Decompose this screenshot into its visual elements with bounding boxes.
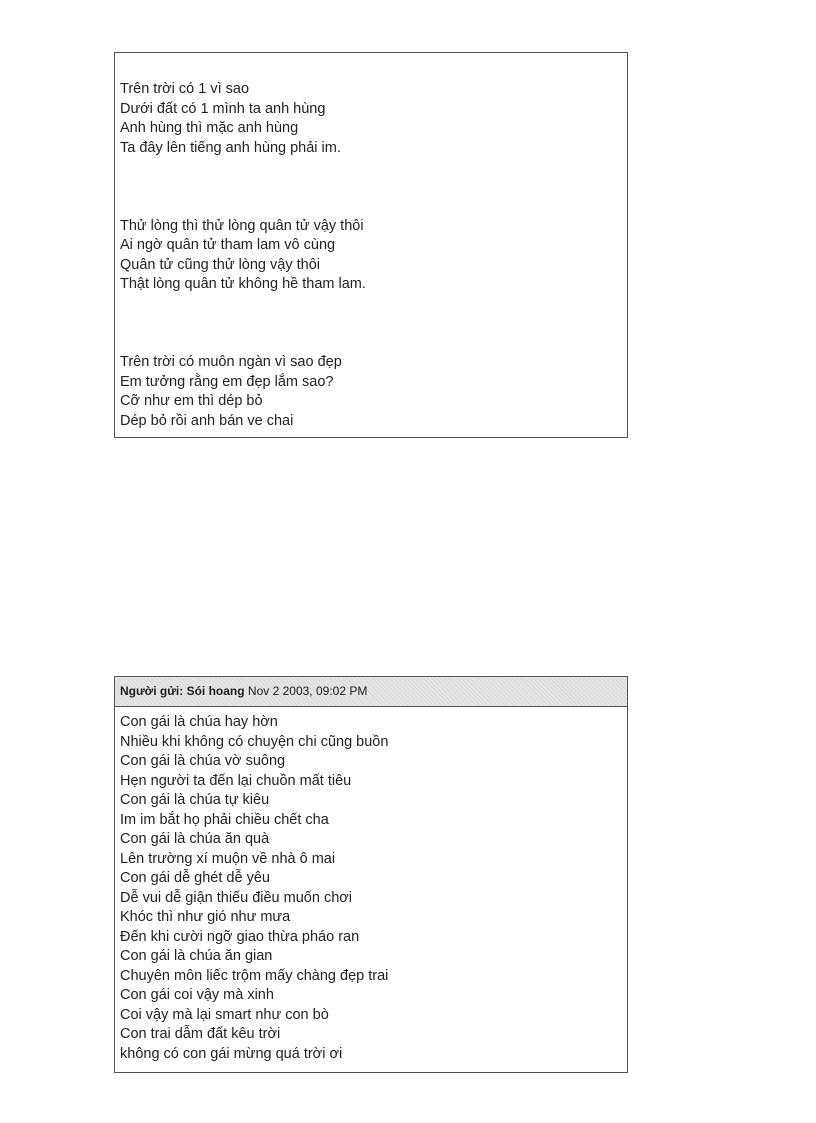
poem-line: Thật lòng quân tử không hề tham lam.: [120, 276, 366, 292]
post-line: Im im bắt họ phải chiều chết cha: [120, 811, 329, 828]
stanza-2: [120, 217, 627, 295]
poem-line: Quân tử cũng thử lòng vậy thôi: [120, 256, 320, 273]
poem-line: Trên trời có muôn ngàn vì sao đẹp: [120, 354, 342, 370]
forum-post: [114, 676, 628, 1073]
post-line: Con gái là chúa tự kiêu: [120, 792, 270, 808]
poem-line: Dưới đất có 1 mình ta anh hùng: [120, 100, 326, 117]
post-line: Con trai dẫm đất kêu trời: [120, 1026, 281, 1042]
poem-line: Ta đây lên tiếng anh hùng phải im.: [120, 139, 341, 156]
post-line: không có con gái mừng quá trời ơi: [120, 1045, 343, 1062]
post-line: Lên trường xí muộn về nhà ô mai: [120, 850, 336, 867]
post-line: Coi vậy mà lại smart như con bò: [120, 1006, 329, 1023]
poem-line: Trên trời có 1 vì sao: [120, 81, 250, 97]
post-line: Con gái là chúa vờ suông: [120, 753, 286, 769]
post-line: Dễ vui dễ giận thiếu điều muốn chơi: [120, 889, 352, 906]
post-line: Con gái dễ ghét dễ yêu: [120, 870, 270, 886]
stanza-1: [120, 80, 627, 158]
post-line: Nhiều khi không có chuyện chi cũng buồn: [120, 733, 389, 750]
post-line: Con gái là chúa ăn gian: [120, 948, 273, 964]
post-line: Hẹn người ta đến lại chuồn mất tiêu: [120, 772, 352, 789]
poem-line: Anh hùng thì mặc anh hùng: [120, 120, 299, 136]
poem-line: Em tưởng rằng em đẹp lắm sao?: [120, 373, 334, 390]
sender-label: Người gửi:: [120, 684, 184, 698]
post-line: Con gái là chúa hay hờn: [120, 714, 278, 730]
post-line: Khóc thì như gió như mưa: [120, 909, 291, 925]
post-line: Con gái là chúa ăn quà: [120, 831, 270, 847]
post-header: [115, 677, 627, 707]
post-timestamp: Nov 2 2003, 09:02 PM: [247, 684, 368, 698]
stanza-3: [120, 353, 627, 431]
post-line: Chuyên môn liếc trộm mấy chàng đẹp trai: [120, 967, 389, 984]
post-body: [115, 707, 627, 1064]
poem-line: Thử lòng thì thử lòng quân tử vậy thôi: [120, 217, 364, 234]
poem-line: Ai ngờ quân tử tham lam vô cùng: [120, 237, 336, 253]
poem-line: Cỡ như em thì dép bỏ: [120, 393, 263, 409]
author-name[interactable]: Sói hoang: [186, 684, 245, 698]
poem-box: [114, 52, 628, 438]
post-line: Con gái coi vậy mà xinh: [120, 987, 274, 1003]
post-line: Đến khi cười ngỡ giao thừa pháo ran: [120, 928, 360, 945]
poem-line: Dép bỏ rồi anh bán ve chai: [120, 412, 294, 429]
